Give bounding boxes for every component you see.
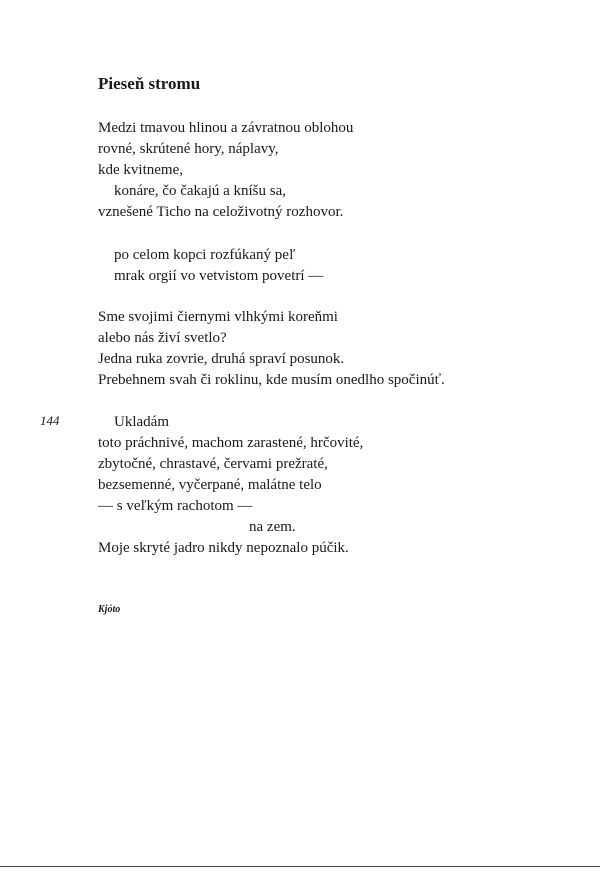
poem-line: mrak orgií vo vetvistom povetrí — [114, 268, 324, 284]
poem-line: na zem. [249, 519, 296, 535]
poem-line: konáre, čo čakajú a kníšu sa, [114, 183, 287, 199]
poem-line: Moje skryté jadro nikdy nepoznalo púčik. [98, 540, 349, 556]
poem-line: alebo nás živí svetlo? [98, 330, 227, 346]
poem-line: Jedna ruka zovrie, druhá spraví posunok. [98, 351, 345, 367]
poem-line: Sme svojimi čiernymi vlhkými koreňmi [98, 309, 338, 325]
poem-line: kde kvitneme, [98, 162, 183, 178]
poem-line: vznešené Ticho na celoživotný rozhovor. [98, 204, 344, 220]
poem-line: — s veľkým rachotom — [98, 498, 253, 514]
page-bottom-rule [0, 866, 600, 867]
poem-place-signature: Kjóto [98, 604, 121, 615]
page-number: 144 [40, 413, 60, 428]
poem-line: rovné, skrútené hory, náplavy, [98, 141, 279, 157]
poem-line: zbytočné, chrastavé, červami prežraté, [98, 456, 328, 472]
poem-line: Medzi tmavou hlinou a závratnou oblohou [98, 120, 354, 136]
poem-line: toto práchnivé, machom zarastené, hrčovité, [98, 435, 364, 451]
poem-line: po celom kopci rozfúkaný peľ [114, 247, 296, 263]
poem-line: bezsemenné, vyčerpané, malátne telo [98, 477, 322, 493]
poem-title: Pieseň stromu [98, 74, 201, 93]
poem-line: Prebehnem svah či roklinu, kde musím onedlho spočinúť. [98, 372, 445, 388]
poem-line: Ukladám [114, 414, 169, 430]
